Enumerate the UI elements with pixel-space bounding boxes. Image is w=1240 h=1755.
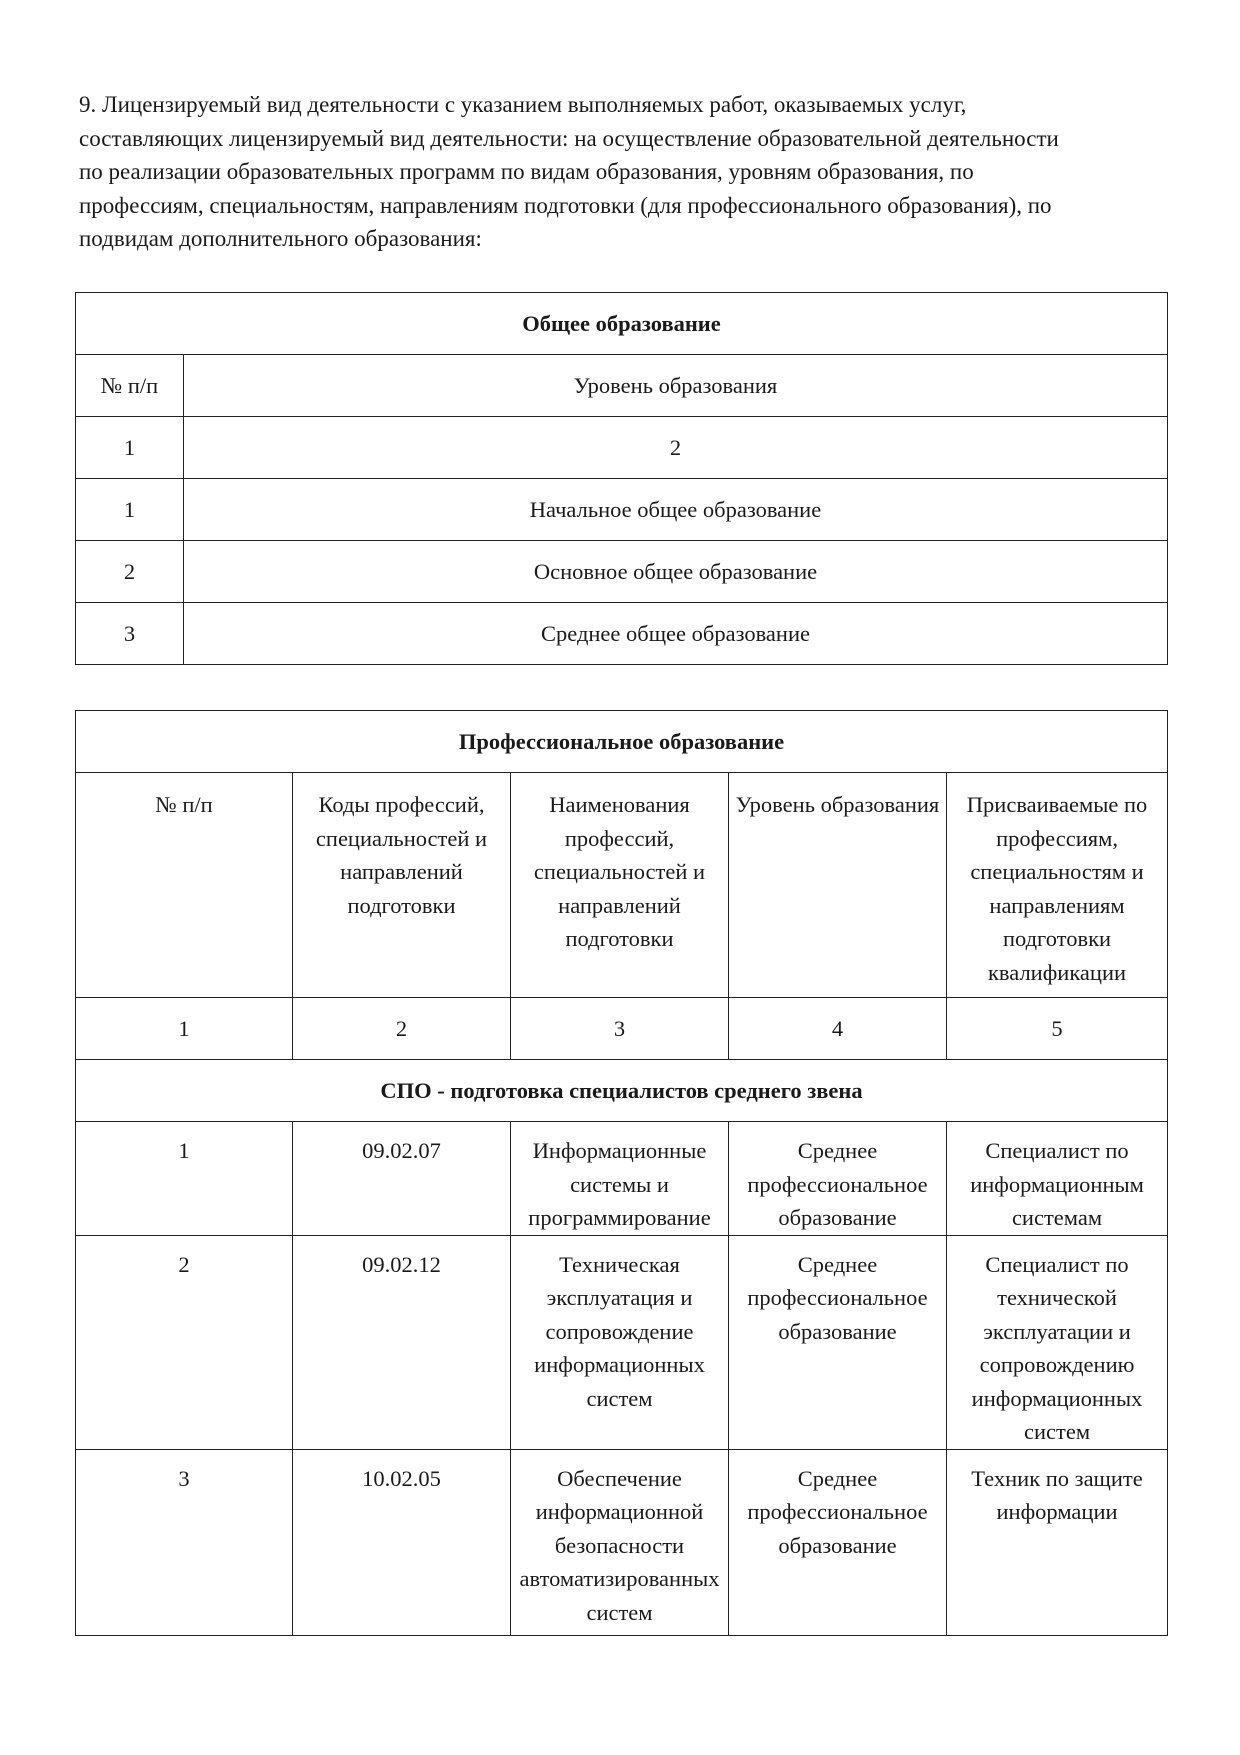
column-number: 5 [947, 998, 1168, 1060]
row-number: 2 [76, 541, 184, 603]
education-level: Среднее профессиональное образование [729, 1449, 947, 1635]
professional-education-table [75, 710, 1168, 1636]
row-number: 1 [76, 479, 184, 541]
qualification: Специалист по технической эксплуатации и сопровождению информационных систем [947, 1235, 1168, 1449]
header-cell-number: № п/п [76, 773, 293, 998]
row-number: 2 [76, 1235, 293, 1449]
header-cell-names: Наименования профессий, специальностей и направлений подготовки [511, 773, 729, 998]
specialty-code: 09.02.12 [293, 1235, 511, 1449]
row-number: 3 [76, 1449, 293, 1635]
education-level: Среднее профессиональное образование [729, 1235, 947, 1449]
section-title: СПО - подготовка специалистов среднего звена [76, 1060, 1168, 1122]
table-row [76, 479, 1168, 541]
intro-line: профессиям, специальностям, направлениям подготовки (для профессионального образования), по [79, 192, 1052, 218]
column-number: 4 [729, 998, 947, 1060]
intro-line: подвидам дополнительного образования: [79, 226, 482, 252]
specialty-name: Обеспечение информационной безопасности автоматизированных систем [511, 1449, 729, 1635]
specialty-name: Техническая эксплуатация и сопровождение информационных систем [511, 1235, 729, 1449]
qualification: Специалист по информационным системам [947, 1122, 1168, 1236]
table-row [76, 603, 1168, 665]
section-row [76, 1060, 1168, 1122]
header-cell-level: Уровень образования [184, 355, 1168, 417]
specialty-name: Информационные системы и программирование [511, 1122, 729, 1236]
row-number: 3 [76, 603, 184, 665]
education-level: Среднее общее образование [184, 603, 1168, 665]
column-number: 1 [76, 417, 184, 479]
intro-line: составляющих лицензируемый вид деятельности: на осуществление образовательной деятельности [79, 125, 1059, 151]
education-level: Основное общее образование [184, 541, 1168, 603]
general-table-title: Общее образование [76, 293, 1168, 355]
header-cell-level: Уровень образования [729, 773, 947, 998]
column-number: 2 [293, 998, 511, 1060]
table-title-row [76, 293, 1168, 355]
table-title-row [76, 711, 1168, 773]
table-row [76, 1449, 1168, 1635]
qualification: Техник по защите информации [947, 1449, 1168, 1635]
general-education-table [75, 292, 1168, 665]
intro-line: 9. Лицензируемый вид деятельности с указанием выполняемых работ, оказываемых услуг, [79, 92, 967, 117]
column-number-row [76, 998, 1168, 1060]
column-number: 2 [184, 417, 1168, 479]
education-level: Среднее профессиональное образование [729, 1122, 947, 1236]
header-cell-number: № п/п [76, 355, 184, 417]
prof-table-title: Профессиональное образование [76, 711, 1168, 773]
header-cell-qualification: Присваиваемые по профессиям, специальностям и направлениям подготовки квалификации [947, 773, 1168, 998]
table-row [76, 541, 1168, 603]
education-level: Начальное общее образование [184, 479, 1168, 541]
column-number: 1 [76, 998, 293, 1060]
table-header-row [76, 355, 1168, 417]
table-row [76, 1235, 1168, 1449]
intro-paragraph [79, 88, 1179, 256]
row-number: 1 [76, 1122, 293, 1236]
specialty-code: 09.02.07 [293, 1122, 511, 1236]
specialty-code: 10.02.05 [293, 1449, 511, 1635]
table-header-row [76, 773, 1168, 998]
table-row [76, 1122, 1168, 1236]
header-cell-codes: Коды профессий, специальностей и направлений подготовки [293, 773, 511, 998]
intro-line: по реализации образовательных программ по видам образования, уровням образования, по [79, 159, 974, 185]
column-number: 3 [511, 998, 729, 1060]
column-number-row [76, 417, 1168, 479]
